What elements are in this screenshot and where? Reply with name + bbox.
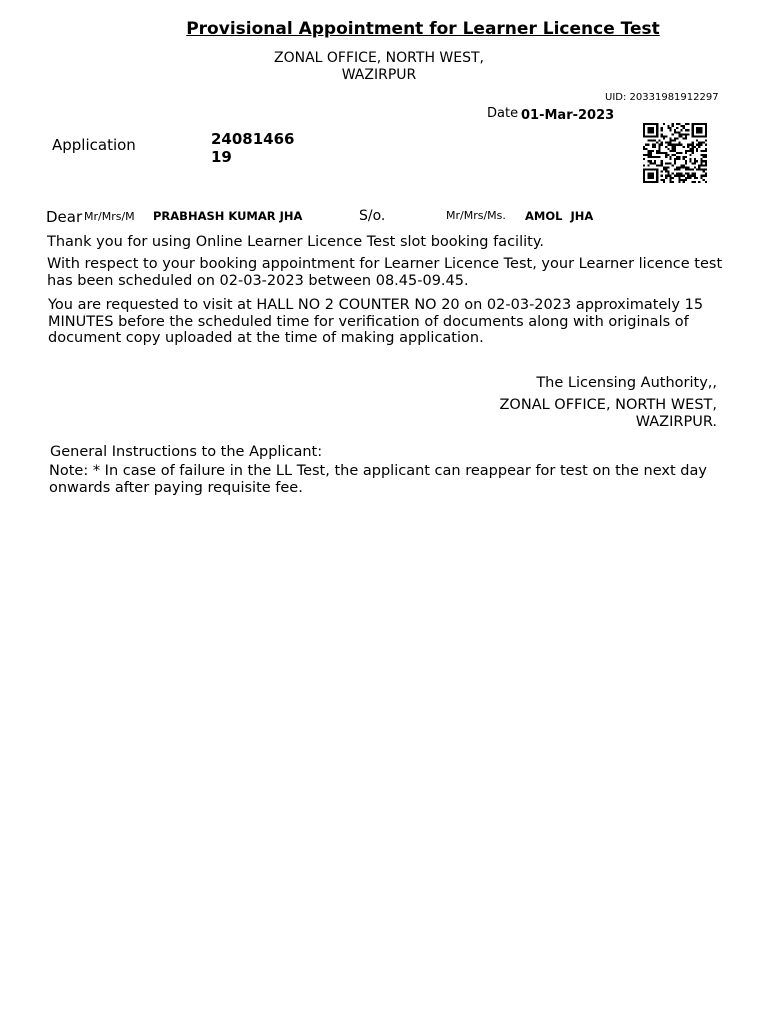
paragraph-thanks: Thank you for using Online Learner Licence Test slot booking facility. bbox=[47, 234, 544, 250]
parent-title: Mr/Mrs/Ms. bbox=[446, 209, 506, 222]
salutation-dear: Dear bbox=[46, 208, 83, 226]
salutation-title: Mr/Mrs/M bbox=[84, 210, 135, 223]
office-header-line1: ZONAL OFFICE, NORTH WEST, bbox=[274, 50, 484, 66]
paragraph-visit-instructions: You are requested to visit at HALL NO 2 COUNTER NO 20 on 02-03-2023 approximately 15 MINUTES before the scheduled time for verification of documents along with originals of document copy uploaded at the time of making application. bbox=[48, 297, 704, 346]
instructions-heading: General Instructions to the Applicant: bbox=[50, 444, 323, 460]
uid-text: UID: 20331981912297 bbox=[605, 92, 719, 103]
paragraph-schedule: With respect to your booking appointment for Learner Licence Test, your Learner licence test has been scheduled on 02-03-2023 between 08.45-09.45. bbox=[47, 256, 723, 289]
applicant-name: PRABHASH KUMAR JHA bbox=[153, 209, 303, 223]
office-header-line2: WAZIRPUR bbox=[341, 67, 417, 83]
signature-authority: The Licensing Authority,, bbox=[536, 375, 717, 391]
instructions-note: Note: * In case of failure in the LL Test, the applicant can reappear for test on the next day onwards after paying requisite fee. bbox=[49, 463, 707, 496]
relation-label: S/o. bbox=[359, 208, 386, 224]
application-number: 2408146619 bbox=[211, 130, 295, 166]
parent-name: AMOL JHA bbox=[525, 209, 594, 223]
signature-location: WAZIRPUR. bbox=[635, 414, 717, 430]
date-label: Date bbox=[487, 106, 519, 121]
signature-office: ZONAL OFFICE, NORTH WEST, bbox=[499, 397, 717, 413]
document-title: Provisional Appointment for Learner Licence Test bbox=[186, 19, 660, 39]
date-value: 01-Mar-2023 bbox=[521, 108, 615, 123]
application-label: Application bbox=[52, 136, 136, 154]
qr-code-icon bbox=[643, 123, 707, 183]
